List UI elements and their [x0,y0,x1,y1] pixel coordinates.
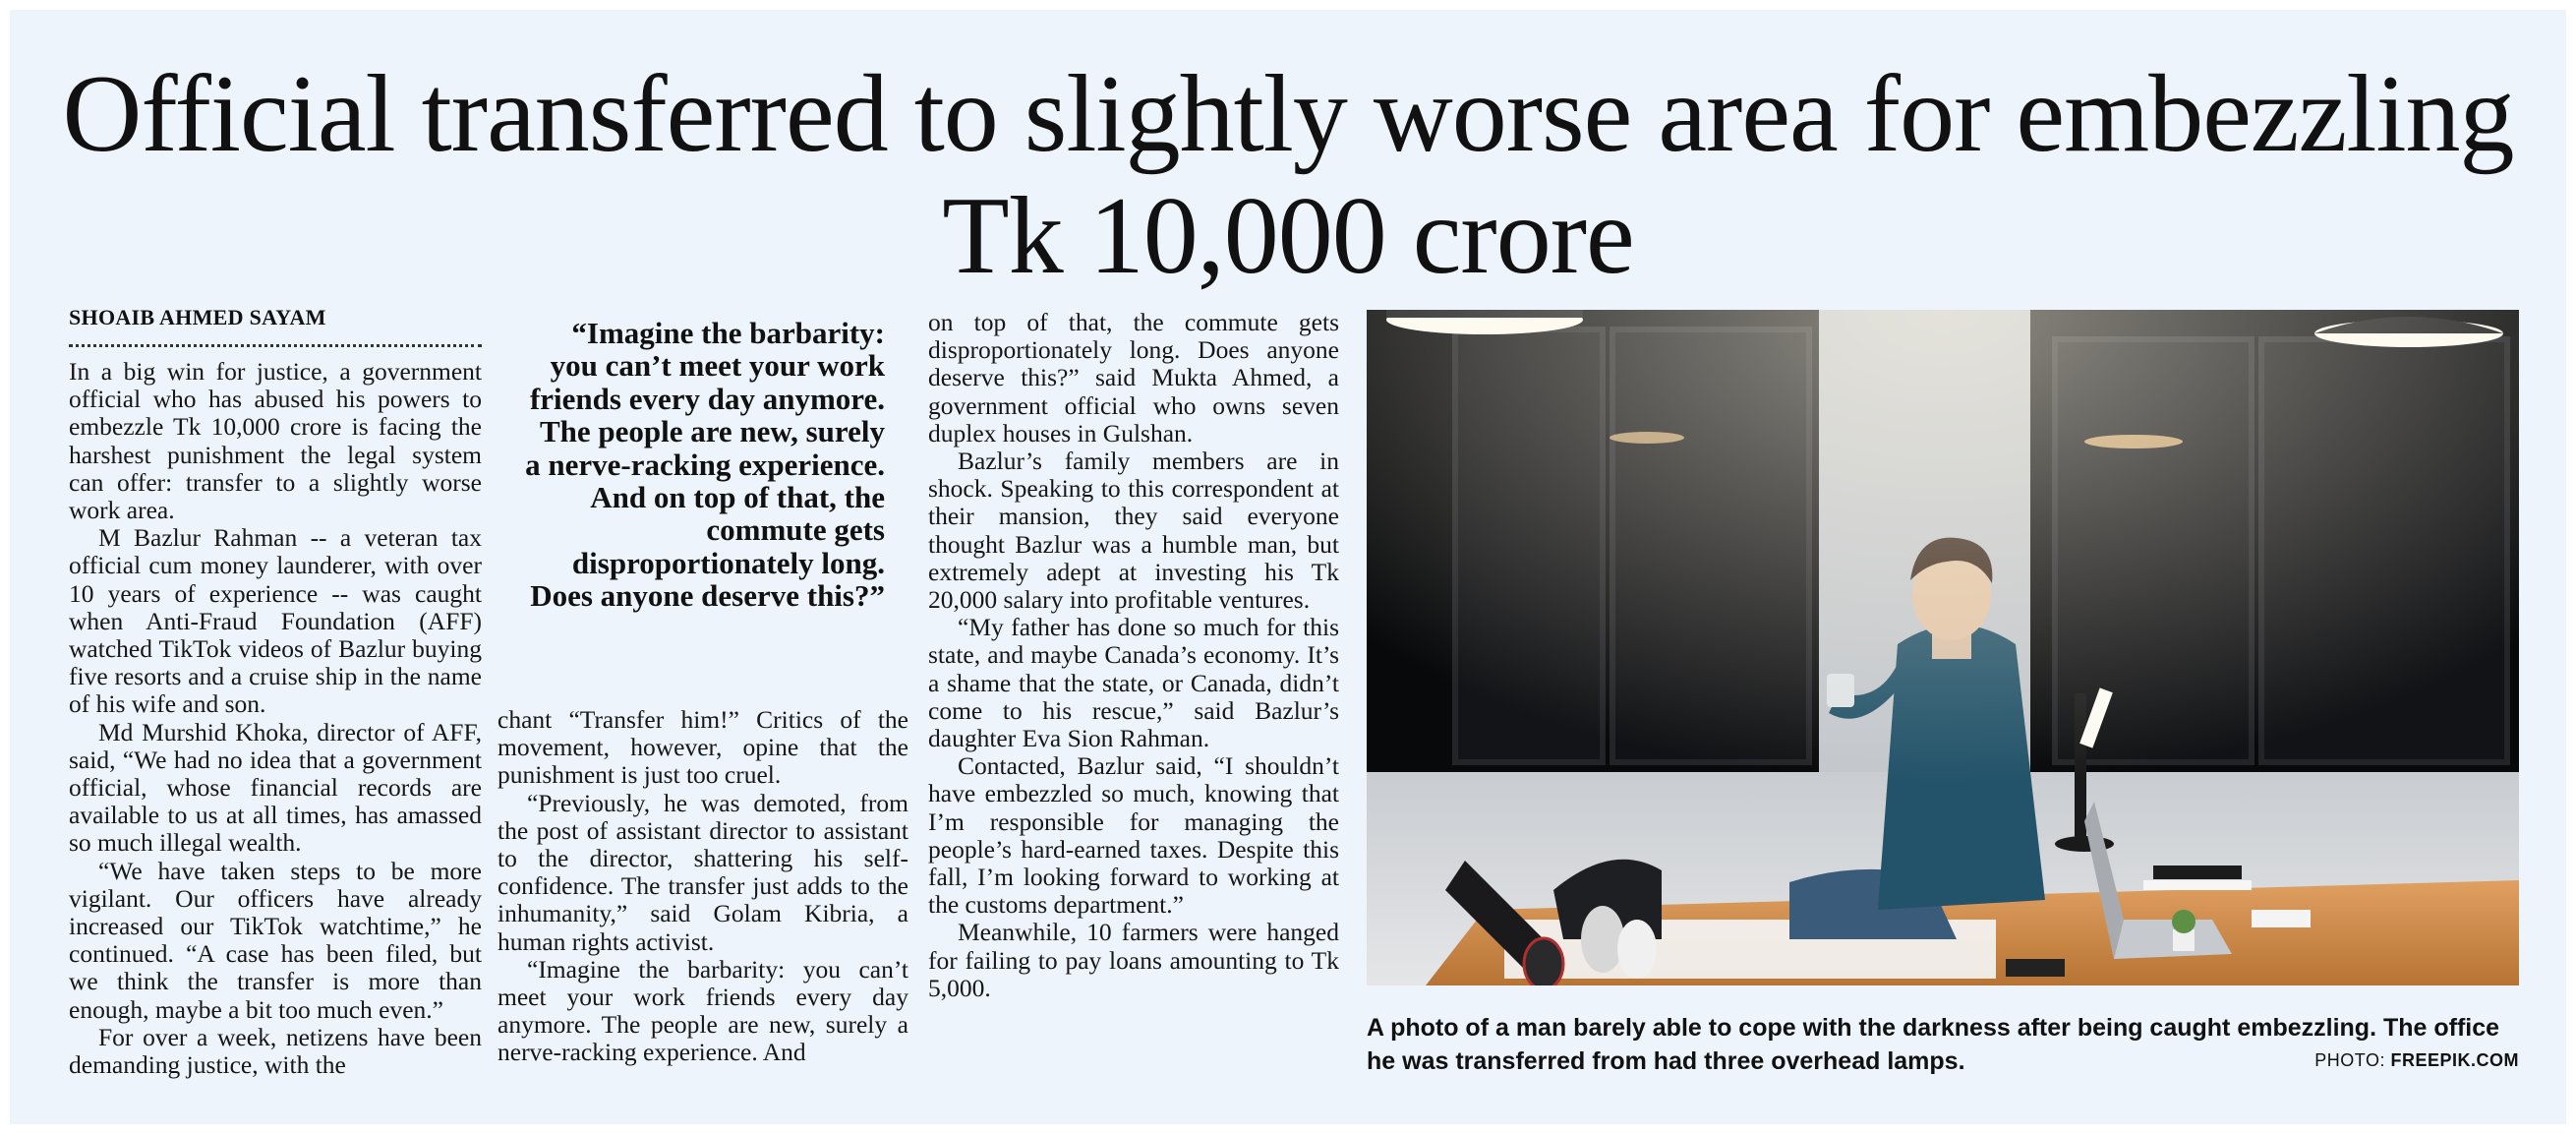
paragraph: “My father has done so much for this state, and maybe Canada’s economy. It’s a shame that the state, or Canada, didn’t come to his rescue,” said Bazlur’s daughter Eva Sion Rahman. [928,613,1339,753]
paragraph: “Previously, he was demoted, from the post of assistant director to assistant to the director, shattering his self-confidence. The transfer just adds to the inhumanity,” said Golam Kibria, a human rights activist. [498,788,908,956]
headline: Official transferred to slightly worse area for embezzling Tk 10,000 crore [62,53,2514,297]
paragraph: In a big win for justice, a government official who has abused his powers to embezzle Tk 10,000 crore is facing the harshest punishment the legal system can offer: transfer to a slightly worse work area. [69,357,482,525]
byline: SHOAIB AHMED SAYAM [69,305,482,347]
newspaper-page [10,10,2566,1124]
photo-credit [2314,1050,2519,1071]
paragraph: Meanwhile, 10 farmers were hanged for failing to pay loans amounting to Tk 5,000. [928,918,1339,1002]
pull-quote: “Imagine the barbarity: you can’t meet your work friends every day anymore. The people are new, surely a nerve-racking experience. And on top of that, the commute gets disproportionately long. Does anyone deserve this?” [525,316,885,614]
article-column-1 [69,358,482,1079]
photo-credit-label: PHOTO: [2314,1050,2385,1070]
paragraph: chant “Transfer him!” Critics of the movement, however, opine that the punishment is just too cruel. [498,705,908,790]
paragraph: “Imagine the barbarity: you can’t meet your work friends every day anymore. The people are new, surely a nerve-racking experience. And [498,954,908,1067]
article-column-3 [928,309,1339,1002]
paragraph: Contacted, Bazlur said, “I shouldn’t have embezzled so much, knowing that I’m responsible for managing the people’s hard-earned taxes. Despite this fall, I’m looking forward to working at the customs department.” [928,751,1339,920]
article-column-2 [498,706,908,1067]
photo-credit-source: FREEPIK.COM [2390,1050,2519,1070]
photo-caption: A photo of a man barely able to cope with the darkness after being caught embezzling. The office he was transferred from had three overhead lamps. [1367,1014,2500,1075]
article-photo [1367,310,2519,985]
paragraph: Md Murshid Khoka, director of AFF, said, “We had no idea that a government official, whose financial records are available to us at all times, has amassed so much illegal wealth. [69,717,482,858]
paragraph: Bazlur’s family members are in shock. Speaking to this correspondent at their mansion, they said everyone thought Bazlur was a humble man, but extremely adept at investing his Tk 20,000 salary into profitable ventures. [928,447,1339,615]
paragraph: on top of that, the commute gets disproportionately long. Does anyone deserve this?” said Mukta Ahmed, a government official who owns seven duplex houses in Gulshan. [928,308,1339,448]
paragraph: “We have taken steps to be more vigilant. Our officers have already increased our TikTok watchtime,” he continued. “A case has been filed, but we think the transfer is more than enough, maybe a bit too much even.” [69,856,482,1024]
paragraph: For over a week, netizens have been demanding justice, with the [69,1022,482,1080]
paragraph: M Bazlur Rahman -- a veteran tax official cum money launderer, with over 10 years of experience -- was caught when Anti-Fraud Foundation (AFF) watched TikTok videos of Bazlur buying five resorts and a cruise ship in the name of his wife and son. [69,523,482,719]
office-scene-illustration [1367,310,2519,985]
